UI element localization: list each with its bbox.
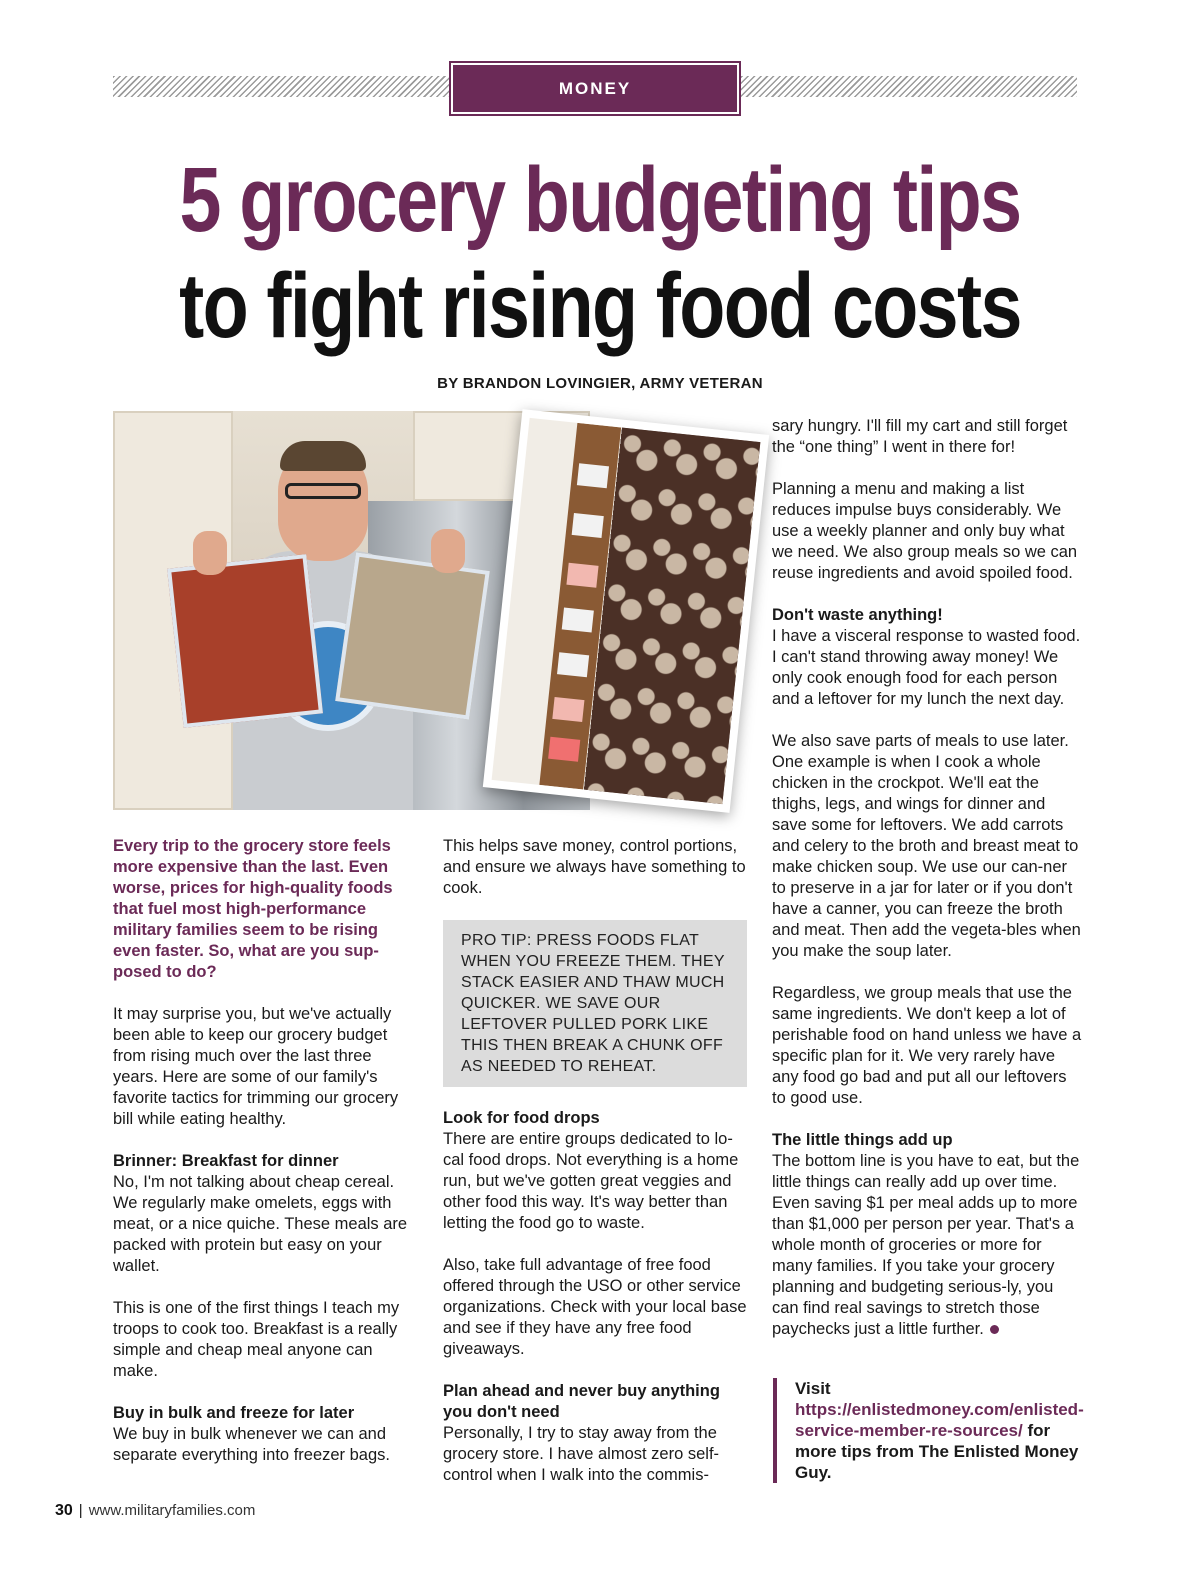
subhead-brinner: Brinner: Breakfast for dinner	[113, 1152, 339, 1170]
hand-left	[193, 531, 227, 575]
freezer-bag-tan	[335, 552, 490, 719]
body-paragraph: Also, take full advantage of free food offered through the USO or other service organizations. Check with your local base and see if they have any free food giveaways.	[443, 1256, 747, 1358]
body-paragraph: sary hungry. I'll fill my cart and still forget the “one thing” I went in there for!	[772, 417, 1068, 456]
subhead-food-drops: Look for food drops	[443, 1109, 600, 1127]
planner-scene	[492, 418, 761, 804]
planner-note	[548, 737, 580, 762]
person-hair	[280, 441, 366, 471]
planner-note	[577, 463, 609, 488]
header-hatch-right	[741, 76, 1077, 97]
headline-line-1: 5 grocery budgeting tips	[179, 149, 1021, 251]
body-paragraph: Regardless, we group meals that use the same ingredients. We don't keep a lot of perishable food on hand unless we have a specific plan for it. We very rarely have any food go bad and put all our leftovers to good use.	[772, 984, 1082, 1107]
page-number: 30	[55, 1502, 73, 1519]
body-paragraph-final	[772, 1151, 1082, 1340]
body-paragraph: It may surprise you, but we've actually been able to keep our grocery budget from rising much over the last three years. Here are some of our family's favorite tactics for trimming our grocery bill while eating healthy.	[113, 1005, 399, 1128]
body-paragraph: There are entire groups dedicated to lo-cal food drops. Not everything is a home run, but we've gotten great veggies and other food this way. It's way better than letting the food go to waste.	[443, 1130, 739, 1232]
footer-separator: |	[78, 1502, 83, 1519]
body-paragraph: We also save parts of meals to use later. One example is when I cook a whole chicken in the crockpot. We'll eat the thighs, legs, and wings for dinner and save some for leftovers. We add carrots and celery to the broth and breast meat to make chicken soup. We use our can-ner to preserve in a jar for later or if you don't have a canner, you can freeze the broth and meat. Then add the vegeta-bles when you make the soup later.	[772, 732, 1081, 960]
callout-suffix: for more tips from The Enlisted Money Guy.	[795, 1421, 1079, 1482]
final-text: The bottom line is you have to eat, but the little things can really add up over time. Even saving $1 per meal adds up to more than $1,000 per person per year. That's a whole month of groceries or more for many families. If you take your grocery planning and budgeting serious-ly, you can find real savings to stretch those paychecks just a little further.	[772, 1152, 1080, 1338]
pro-tip-box: PRO TIP: PRESS FOODS FLAT WHEN YOU FREEZE THEM. THEY STACK EASIER AND THAW MUCH QUICKER. WE SAVE OUR LEFTOVER PULLED PORK LIKE THIS THEN BREAK A CHUNK OFF AS NEEDED TO REHEAT.	[443, 920, 747, 1087]
planner-note	[552, 697, 584, 722]
section-tag: MONEY	[453, 65, 737, 112]
planner-note	[557, 652, 589, 677]
body-paragraph: I have a visceral response to wasted food. I can't stand throwing away money! We only cook enough food for each person and a leftover for my lunch the next day.	[772, 627, 1081, 708]
subhead-buy-in-bulk: Buy in bulk and freeze for later	[113, 1404, 355, 1422]
planner-note	[572, 513, 604, 538]
subhead-plan-ahead: Plan ahead and never buy anything you don't need	[443, 1382, 720, 1421]
subhead-little-things: The little things add up	[772, 1131, 953, 1149]
column-2	[443, 836, 747, 1486]
footer-url[interactable]: www.militaryfamilies.com	[88, 1502, 256, 1519]
body-paragraph: No, I'm not talking about cheap cereal. We regularly make omelets, eggs with meat, or a nice quiche. These meals are packed with protein but easy on your wallet.	[113, 1173, 408, 1275]
page-footer	[55, 1502, 255, 1520]
column-1	[113, 836, 413, 1466]
headline-line-2: to fight rising food costs	[179, 255, 1021, 357]
subhead-dont-waste: Don't waste anything!	[772, 606, 943, 624]
lead-paragraph: Every trip to the grocery store feels more expensive than the last. Even worse, prices for high-quality foods that fuel most high-performance military families seem to be rising even faster. So, what are you sup-posed to do?	[113, 837, 393, 981]
end-mark-icon	[990, 1325, 999, 1334]
callout-link[interactable]: https://enlistedmoney.com/enlisted-service-member-re-sources/	[795, 1400, 1084, 1440]
byline: BY BRANDON LOVINGIER, ARMY VETERAN	[437, 375, 763, 392]
body-paragraph: Planning a menu and making a list reduces impulse buys considerably. We use a weekly planner and only buy what we need. We also group meals so we can reuse ingredients and avoid spoiled food.	[772, 480, 1078, 582]
callout-prefix: Visit	[795, 1379, 831, 1398]
column-3	[772, 416, 1082, 1340]
header-hatch-left	[113, 76, 449, 97]
body-paragraph: Personally, I try to stay away from the grocery store. I have almost zero self-control when I walk into the commis-	[443, 1424, 720, 1484]
hand-right	[431, 529, 465, 573]
freezer-bag-red	[167, 554, 323, 728]
body-paragraph: This helps save money, control portions, and ensure we always have something to cook.	[443, 837, 746, 897]
planner-note	[562, 608, 594, 633]
photo-meal-planner	[483, 409, 769, 813]
resource-callout	[773, 1378, 1083, 1483]
body-paragraph: We buy in bulk whenever we can and separate everything into freezer bags.	[113, 1425, 390, 1464]
glasses	[285, 483, 361, 499]
body-paragraph: This is one of the first things I teach my troops to cook too. Breakfast is a really simple and cheap meal anyone can make.	[113, 1299, 400, 1380]
planner-note	[566, 563, 598, 588]
